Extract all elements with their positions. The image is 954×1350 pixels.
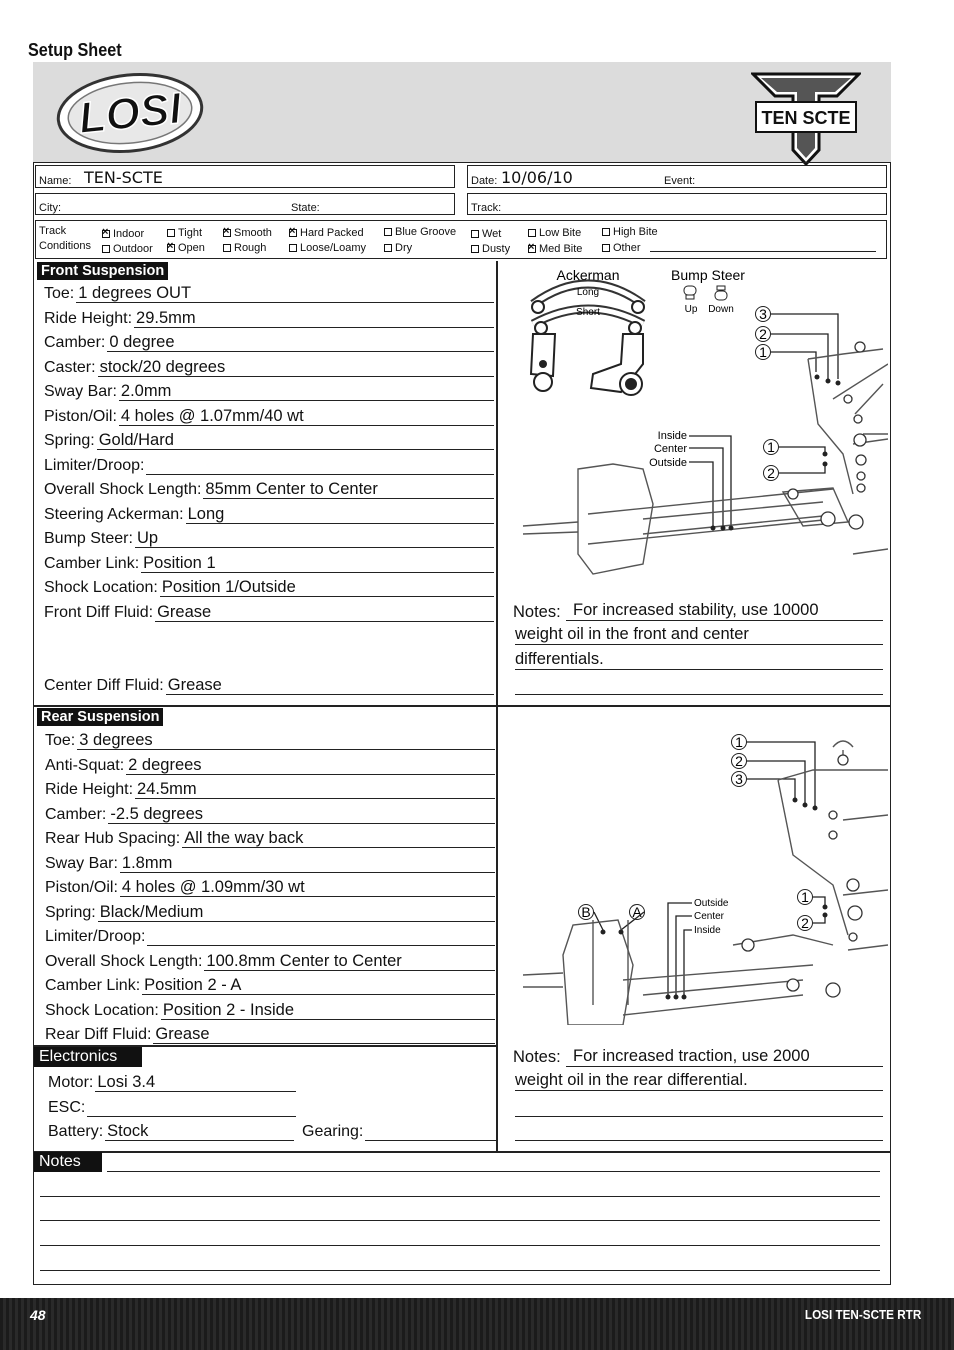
front-row-camber[interactable] xyxy=(44,333,494,352)
field-label: Caster: xyxy=(44,358,96,376)
field-value xyxy=(147,927,495,946)
rear-row-camber[interactable] xyxy=(45,805,495,824)
field-label: Rear Hub Spacing: xyxy=(45,830,181,847)
rear-camber-1: 1 xyxy=(735,734,743,750)
bump-steer-label: Bump Steer xyxy=(671,267,745,283)
field-label: Piston/Oil: xyxy=(44,407,117,425)
gearing-label: Gearing: xyxy=(302,1123,364,1140)
rear-row-toe[interactable] xyxy=(45,731,495,750)
event-label: Event: xyxy=(664,175,696,187)
footer-title: LOSI TEN-SCTE RTR xyxy=(804,1307,921,1322)
checkbox[interactable] xyxy=(471,230,479,238)
gearing-row[interactable] xyxy=(302,1122,496,1141)
front-row-steering-ackerman[interactable] xyxy=(44,505,494,524)
losi-logo-text: LOSI xyxy=(76,83,184,144)
front-center-label: Center xyxy=(653,443,687,455)
field-value xyxy=(146,456,494,475)
field-value: 100.8mm Center to Center xyxy=(204,952,495,971)
field-value: Up xyxy=(135,529,494,548)
front-row-overall-shock-length[interactable] xyxy=(44,480,494,499)
center-diff-fluid-label: Center Diff Fluid: xyxy=(44,677,164,694)
esc-value xyxy=(87,1098,296,1117)
front-row-bump-steer[interactable] xyxy=(44,529,494,548)
field-value: Position 2 - Inside xyxy=(161,1001,495,1020)
field-value: 29.5mm xyxy=(134,309,494,328)
condition-label: Outdoor xyxy=(113,243,153,255)
rear-inside-label: Inside xyxy=(694,925,721,936)
front-notes-line: For increased stability, use 10000 xyxy=(573,601,819,619)
condition-hard-packed[interactable] xyxy=(289,227,364,239)
front-row-limiter-droop[interactable] xyxy=(44,456,494,475)
track-label: Track: xyxy=(471,202,502,214)
rear-center-label: Center xyxy=(694,911,725,922)
ten-scte-logo xyxy=(751,70,861,166)
field-value: Position 1/Outside xyxy=(160,578,494,597)
field-value: 2.0mm xyxy=(119,382,494,401)
name-label: Name: xyxy=(39,175,72,187)
condition-low-bite[interactable] xyxy=(528,227,581,239)
ackerman-short: Short xyxy=(576,307,600,318)
rear-row-overall-shock-length[interactable] xyxy=(45,952,495,971)
field-value: -2.5 degrees xyxy=(108,805,495,824)
condition-label: High Bite xyxy=(613,226,658,238)
front-notes-line: differentials. xyxy=(515,650,604,668)
field-label: Camber Link: xyxy=(44,554,140,572)
front-inside-label: Inside xyxy=(657,430,687,442)
condition-label: Smooth xyxy=(234,227,272,239)
checkbox[interactable] xyxy=(102,245,110,253)
rear-shock-1: 1 xyxy=(801,889,809,905)
field-label: Shock Location: xyxy=(45,1001,159,1019)
field-label: Sway Bar: xyxy=(45,854,118,872)
field-value: Grease xyxy=(153,1025,495,1044)
field-label: Limiter/Droop: xyxy=(44,456,145,474)
field-value: 24.5mm xyxy=(135,780,495,799)
field-label: Front Diff Fluid: xyxy=(44,603,154,621)
ackerman-label: Ackerman xyxy=(556,267,620,283)
condition-dry[interactable] xyxy=(384,242,412,254)
rear-row-rear-diff-fluid[interactable] xyxy=(45,1025,495,1044)
condition-label: Open xyxy=(178,242,205,254)
front-outside-label: Outside xyxy=(649,457,687,469)
field-value: 1.8mm xyxy=(120,854,495,873)
condition-open[interactable] xyxy=(167,242,205,254)
rear-row-anti-squat[interactable] xyxy=(45,756,495,775)
field-label: Limiter/Droop: xyxy=(45,928,146,945)
field-value: 1 degrees OUT xyxy=(76,284,494,303)
condition-wet[interactable] xyxy=(471,228,501,240)
checkbox[interactable] xyxy=(102,230,110,238)
name-field[interactable] xyxy=(35,165,455,188)
condition-blue-groove[interactable] xyxy=(384,226,456,238)
condition-indoor[interactable] xyxy=(102,228,144,240)
field-label: Anti-Squat: xyxy=(45,756,125,774)
condition-rough[interactable] xyxy=(223,242,266,254)
track-field[interactable] xyxy=(467,193,887,215)
notes-heading: Notes xyxy=(34,1152,102,1172)
checkbox[interactable] xyxy=(167,244,175,252)
condition-label: Blue Groove xyxy=(395,226,457,238)
condition-outdoor[interactable] xyxy=(102,243,153,255)
name-value: TEN-SCTE xyxy=(84,168,163,187)
condition-loose-loamy[interactable] xyxy=(289,242,366,254)
rear-camber-3: 3 xyxy=(735,771,743,787)
field-value: 4 holes @ 1.07mm/40 wt xyxy=(119,407,494,426)
battery-row[interactable] xyxy=(48,1122,294,1141)
field-value: 0 degree xyxy=(107,333,494,352)
field-value: Gold/Hard xyxy=(97,431,494,450)
rear-row-spring[interactable] xyxy=(45,903,495,922)
center-diff-fluid-row[interactable] xyxy=(44,676,494,695)
condition-label: Hard Packed xyxy=(300,227,364,239)
rear-shock-2: 2 xyxy=(801,915,809,931)
field-value: Position 1 xyxy=(141,554,494,573)
page-title: Setup Sheet xyxy=(28,40,122,60)
field-value: 2 degrees xyxy=(126,756,495,775)
rear-camber-2: 2 xyxy=(735,753,743,769)
field-value: 3 degrees xyxy=(77,731,495,750)
date-event-field[interactable] xyxy=(467,165,887,188)
city-label: City: xyxy=(39,202,61,214)
page-footer xyxy=(0,1298,954,1350)
front-notes-line: weight oil in the front and center xyxy=(515,625,749,643)
condition-label: Wet xyxy=(482,228,502,240)
front-row-caster[interactable] xyxy=(44,358,494,377)
field-label: Camber Link: xyxy=(45,977,141,994)
motor-label: Motor: xyxy=(48,1074,94,1091)
field-label: Toe: xyxy=(45,732,76,749)
condition-label: Tight xyxy=(178,227,203,239)
field-label: Steering Ackerman: xyxy=(44,505,184,523)
field-label: Spring: xyxy=(44,432,95,449)
condition-label: Indoor xyxy=(113,228,145,240)
rear-row-piston-oil[interactable] xyxy=(45,878,495,897)
field-value: 4 holes @ 1.09mm/30 wt xyxy=(120,878,495,897)
bump-steer-up: Up xyxy=(684,304,698,315)
condition-label: Med Bite xyxy=(539,243,583,255)
rear-notes-line: weight oil in the rear differential. xyxy=(515,1071,748,1089)
rear-row-limiter-droop[interactable] xyxy=(45,927,495,946)
condition-dusty[interactable] xyxy=(471,243,510,255)
front-suspension-diagram xyxy=(503,264,888,604)
ten-scte-logo-text: TEN SCTE xyxy=(761,108,851,128)
electronics-heading: Electronics xyxy=(34,1047,142,1067)
battery-label: Battery: xyxy=(48,1123,104,1140)
front-row-ride-height[interactable] xyxy=(44,309,494,328)
field-label: Sway Bar: xyxy=(44,383,117,400)
checkbox[interactable] xyxy=(384,244,392,252)
rear-notes-label: Notes: xyxy=(513,1048,561,1066)
field-value: stock/20 degrees xyxy=(98,358,494,377)
rear-row-sway-bar[interactable] xyxy=(45,854,495,873)
rear-row-rear-hub-spacing[interactable] xyxy=(45,829,495,848)
conditions-label-1: Track xyxy=(39,225,67,237)
rear-row-ride-height[interactable] xyxy=(45,780,495,799)
motor-value: Losi 3.4 xyxy=(95,1073,296,1092)
field-label: Rear Diff Fluid: xyxy=(45,1026,152,1043)
field-value: Grease xyxy=(155,603,494,622)
date-label: Date: xyxy=(471,175,498,187)
condition-label: Other xyxy=(613,242,641,254)
ackerman-long: Long xyxy=(576,287,600,298)
field-label: Ride Height: xyxy=(44,309,133,327)
header-banner xyxy=(33,62,891,162)
condition-high-bite[interactable] xyxy=(602,226,658,238)
checkbox[interactable] xyxy=(223,229,231,237)
front-shock-1: 1 xyxy=(767,439,775,455)
condition-label: Low Bite xyxy=(539,227,582,239)
condition-label: Loose/Loamy xyxy=(300,242,367,254)
front-row-spring[interactable] xyxy=(44,431,494,450)
front-camber-1: 1 xyxy=(759,344,767,360)
field-label: Toe: xyxy=(44,285,75,302)
condition-med-bite[interactable] xyxy=(528,243,582,255)
rear-outside-label: Outside xyxy=(694,898,729,909)
field-label: Camber: xyxy=(45,805,107,823)
field-value: Long xyxy=(186,505,494,524)
bump-steer-down: Down xyxy=(708,304,734,315)
checkbox[interactable] xyxy=(602,244,610,252)
front-row-sway-bar[interactable] xyxy=(44,382,494,401)
date-value: 10/06/10 xyxy=(501,168,573,187)
checkbox[interactable] xyxy=(602,228,610,236)
field-label: Piston/Oil: xyxy=(45,879,118,896)
field-value: 85mm Center to Center xyxy=(203,480,494,499)
checkbox[interactable] xyxy=(384,228,392,236)
checkbox[interactable] xyxy=(167,229,175,237)
front-row-piston-oil[interactable] xyxy=(44,407,494,426)
checkbox[interactable] xyxy=(528,245,536,253)
rear-camber-a: A xyxy=(632,904,642,920)
rear-row-shock-location[interactable] xyxy=(45,1001,495,1020)
front-row-shock-location[interactable] xyxy=(44,578,494,597)
center-diff-fluid-value: Grease xyxy=(166,676,494,695)
checkbox[interactable] xyxy=(471,245,479,253)
checkbox[interactable] xyxy=(289,229,297,237)
condition-label: Rough xyxy=(234,242,267,254)
state-label: State: xyxy=(291,202,320,214)
rear-row-camber-link[interactable] xyxy=(45,976,495,995)
checkbox[interactable] xyxy=(528,229,536,237)
rear-camber-b: B xyxy=(581,904,591,920)
gearing-value xyxy=(365,1122,496,1141)
condition-smooth[interactable] xyxy=(223,227,272,239)
rear-notes-line: For increased traction, use 2000 xyxy=(573,1047,810,1065)
front-shock-2: 2 xyxy=(767,465,775,481)
field-value: All the way back xyxy=(182,829,495,848)
condition-label: Dusty xyxy=(482,243,511,255)
field-label: Bump Steer: xyxy=(44,530,133,547)
field-value: Position 2 - A xyxy=(142,976,495,995)
front-camber-3: 3 xyxy=(759,306,767,322)
motor-row[interactable] xyxy=(48,1073,296,1092)
field-label: Overall Shock Length: xyxy=(44,481,202,498)
field-value: Black/Medium xyxy=(98,903,495,922)
battery-value: Stock xyxy=(105,1122,294,1141)
losi-logo xyxy=(55,68,215,158)
checkbox[interactable] xyxy=(289,244,297,252)
conditions-label-2: Conditions xyxy=(39,240,91,252)
condition-other[interactable] xyxy=(602,242,641,254)
field-label: Shock Location: xyxy=(44,579,158,596)
esc-label: ESC: xyxy=(48,1099,86,1116)
front-suspension-heading: Front Suspension xyxy=(37,262,168,280)
condition-label: Dry xyxy=(395,242,413,254)
field-label: Overall Shock Length: xyxy=(45,952,203,970)
checkbox[interactable] xyxy=(223,244,231,252)
front-camber-2: 2 xyxy=(759,326,767,342)
rear-suspension-heading: Rear Suspension xyxy=(37,708,163,726)
rear-suspension-diagram xyxy=(503,725,888,1025)
field-label: Spring: xyxy=(45,903,96,921)
front-notes-label: Notes: xyxy=(513,603,561,621)
condition-tight[interactable] xyxy=(167,227,202,239)
track-conditions xyxy=(35,220,887,259)
esc-row[interactable] xyxy=(48,1098,296,1117)
field-label: Ride Height: xyxy=(45,781,134,798)
front-row-front-diff-fluid[interactable] xyxy=(44,603,494,622)
field-label: Camber: xyxy=(44,334,106,351)
city-state-field[interactable] xyxy=(35,193,455,215)
front-row-toe[interactable] xyxy=(44,284,494,303)
page-number: 48 xyxy=(30,1307,46,1323)
front-row-camber-link[interactable] xyxy=(44,554,494,573)
